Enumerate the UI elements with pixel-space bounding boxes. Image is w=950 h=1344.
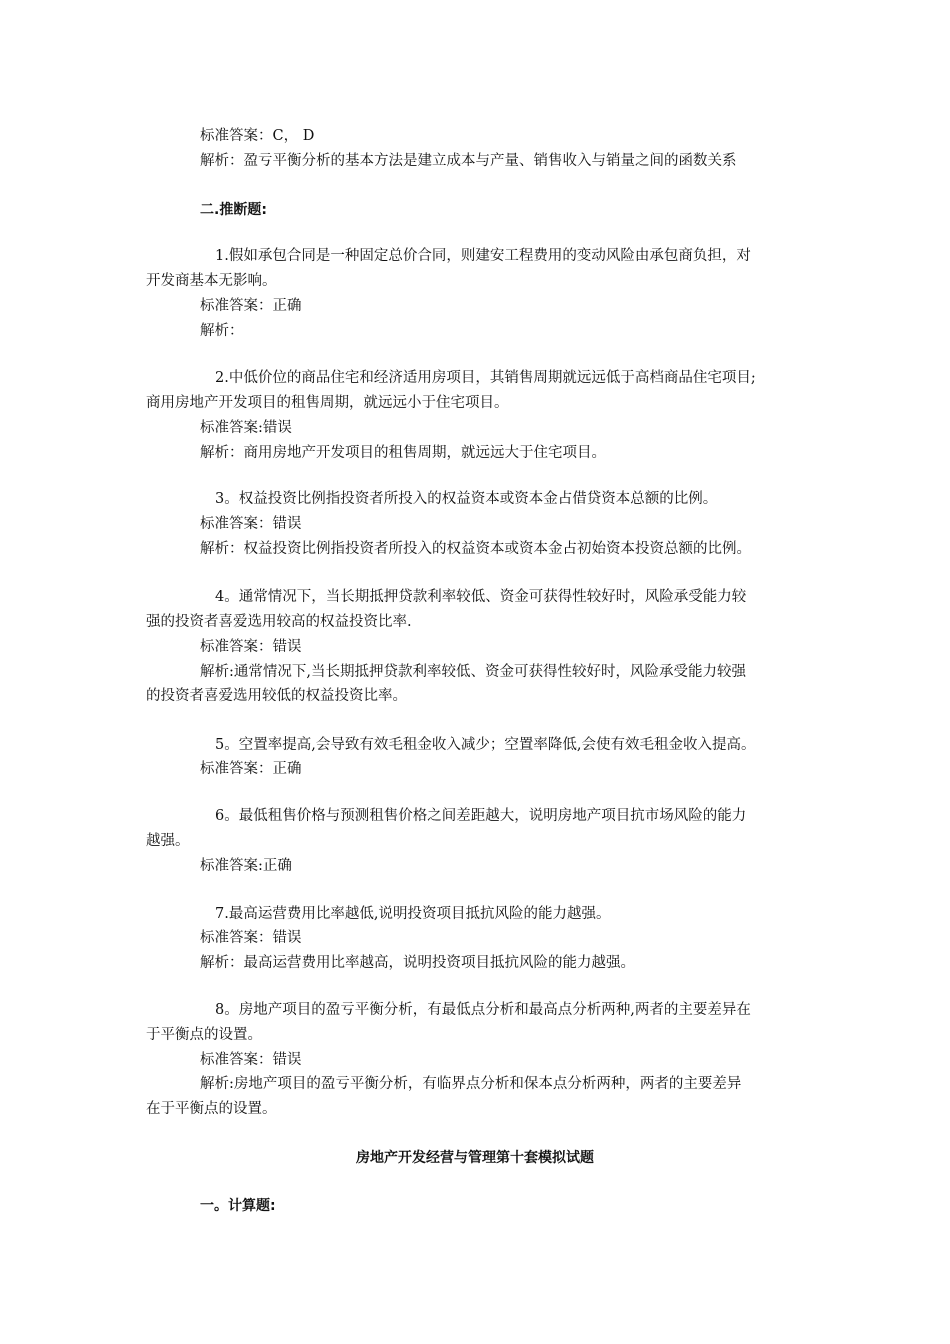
question-4-line1: 4。通常情况下，当长期抵押贷款利率较低、资金可获得性较好时，风险承受能力较 bbox=[215, 589, 747, 605]
exam-title: 房地产开发经营与管理第十套模拟试题 bbox=[356, 1150, 594, 1166]
question-8-line1: 8。房地产项目的盈亏平衡分析，有最低点分析和最高点分析两种,两者的主要差异在 bbox=[215, 1002, 751, 1018]
question-1-line2: 开发商基本无影响。 bbox=[146, 273, 277, 289]
question-2-line2: 商用房地产开发项目的租售周期，就远远小于住宅项目。 bbox=[146, 395, 509, 411]
question-3-analysis: 解析：权益投资比例指投资者所投入的权益资本或资本金占初始资本投资总额的比例。 bbox=[200, 541, 751, 557]
question-4-line2: 强的投资者喜爱选用较高的权益投资比率. bbox=[146, 614, 412, 630]
question-6-line1: 6。最低租售价格与预测租售价格之间差距越大，说明房地产项目抗市场风险的能力 bbox=[215, 808, 747, 824]
prev-analysis: 解析：盈亏平衡分析的基本方法是建立成本与产量、销售收入与销量之间的函数关系 bbox=[200, 153, 737, 169]
question-2-analysis: 解析：商用房地产开发项目的租售周期，就远远大于住宅项目。 bbox=[200, 445, 606, 461]
question-1-line1: 1.假如承包合同是一种固定总价合同，则建安工程费用的变动风险由承包商负担，对 bbox=[215, 248, 751, 264]
question-8-analysis-line1: 解析:房地产项目的盈亏平衡分析，有临界点分析和保本点分析两种，两者的主要差异 bbox=[200, 1076, 742, 1092]
question-4-analysis-line1: 解析:通常情况下,当长期抵押贷款利率较低、资金可获得性较好时，风险承受能力较强 bbox=[200, 664, 746, 680]
question-4-analysis-line2: 的投资者喜爱选用较低的权益投资比率。 bbox=[146, 688, 407, 704]
question-7-analysis: 解析：最高运营费用比率越高，说明投资项目抵抗风险的能力越强。 bbox=[200, 955, 635, 971]
section-heading-calculation: 一。计算题: bbox=[200, 1198, 276, 1214]
question-6-line2: 越强。 bbox=[146, 833, 190, 849]
question-2-line1: 2.中低价位的商品住宅和经济适用房项目，其销售周期就远远低于高档商品住宅项目; bbox=[215, 370, 756, 386]
question-1-answer: 标准答案：正确 bbox=[200, 298, 302, 314]
question-5-answer: 标准答案：正确 bbox=[200, 761, 302, 777]
question-8-analysis-line2: 在于平衡点的设置。 bbox=[146, 1101, 277, 1117]
question-3-line1: 3。权益投资比例指投资者所投入的权益资本或资本金占借贷资本总额的比例。 bbox=[215, 491, 718, 507]
question-8-answer: 标准答案：错误 bbox=[200, 1052, 302, 1068]
question-3-answer: 标准答案：错误 bbox=[200, 516, 302, 532]
section-heading-judgement: 二.推断题: bbox=[200, 202, 267, 218]
question-2-answer: 标准答案:错误 bbox=[200, 420, 292, 436]
question-7-line1: 7.最高运营费用比率越低,说明投资项目抵抗风险的能力越强。 bbox=[215, 906, 611, 922]
prev-answer: 标准答案：C， D bbox=[200, 128, 315, 144]
question-1-analysis: 解析： bbox=[200, 323, 244, 339]
question-6-answer: 标准答案:正确 bbox=[200, 858, 292, 874]
question-7-answer: 标准答案：错误 bbox=[200, 930, 302, 946]
question-8-line2: 于平衡点的设置。 bbox=[146, 1027, 262, 1043]
question-5-line1: 5。空置率提高,会导致有效毛租金收入减少；空置率降低,会使有效毛租金收入提高。 bbox=[215, 737, 756, 753]
question-4-answer: 标准答案：错误 bbox=[200, 639, 302, 655]
